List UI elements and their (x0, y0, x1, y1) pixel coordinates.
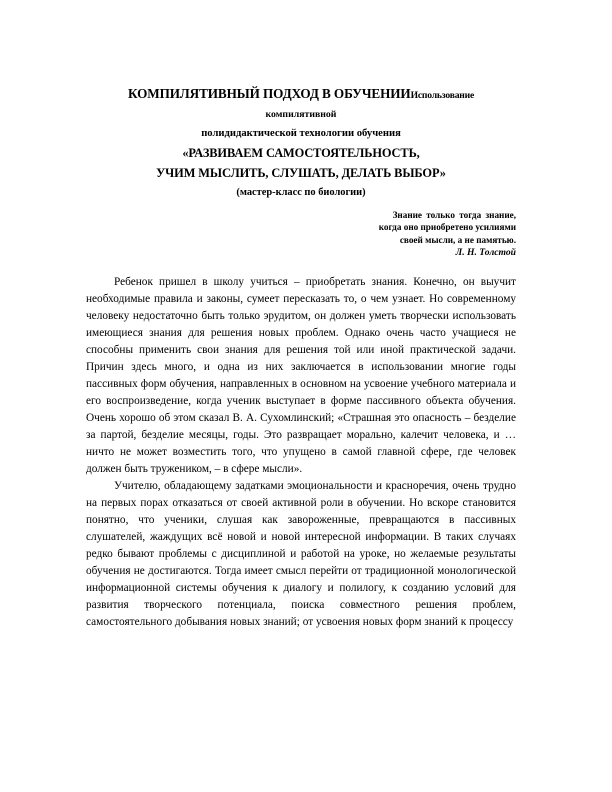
epigraph-line-2: когда оно приобретено усилиями (378, 222, 516, 233)
epigraph-author: Л. Н. Толстой (455, 247, 516, 259)
document-title-line-1 (86, 84, 516, 105)
document-title-line-3: полидидактической технологии обучения (201, 128, 401, 139)
document-subtitle-parenthetical: (мастер-класс по биологии) (236, 187, 366, 198)
epigraph-line-1: Знание только тогда знание, (392, 210, 516, 220)
body-paragraph-1: Ребенок пришел в школу учиться – приобретать знания. Конечно, он выучит необходимые правила и законы, сумеет пересказать то, о чем узнает. Но современному человеку недостаточно быть только эрудитом, он должен уметь творчески использовать имеющиеся знания для решения новых проблем. Однако очень часто учащиеся не способны применить свои знания для решения той или иной практической задачи. Причин здесь много, и одна из них заключается в использовании многие годы пассивных форм обучения, направленных в основном на усвоение учебного материала и его воспроизведение, когда ученик выступает в форме пассивного объекта обучения. Очень хорошо об этом сказал В. А. Сухомлинский; «Страшная это опасность – безделие за партой, безделие месяцы, годы. Это развращает морально, калечит человека, и … ничто не может возместить того, что упущено в самой главной сфере, где человек должен быть тружеником, – в сфере мысли». (86, 276, 516, 475)
document-title-caps: КОМПИЛЯТИВНЫЙ ПОДХОД В ОБУЧЕНИИ (127, 86, 411, 101)
body-paragraph-2: Учителю, обладающему задатками эмоциональности и красноречия, очень трудно на первых порах отказаться от своей активной роли в обучении. Но вскоре становится понятно, что ученики, слушая как завороженные, превращаются в пассивных слушателей, жаждущих всё новой и новой интересной информации. В таких случаях редко бывают проблемы с дисциплиной и работой на уроке, но желаемые результаты обучения не достигаются. Тогда имеет смысл перейти от традиционной монологической информационной системы обучения к диалогу и полилогу, к созданию условий для развития творческого потенциала, поиска совместного решения проблем, самостоятельного добывания новых знаний; от усвоения новых форм знаний к процессу (86, 480, 516, 628)
body-text (86, 274, 516, 631)
epigraph-block (300, 209, 516, 260)
document-title-line-4: «РАЗВИВАЕМ САМОСТОЯТЕЛЬНОСТЬ, (182, 146, 420, 160)
epigraph-line-3: своей мысли, а не памятью. (399, 234, 516, 245)
document-title-subtext: Использование (410, 90, 475, 101)
document-title-line-5: УЧИМ МЫСЛИТЬ, СЛУШАТЬ, ДЕЛАТЬ ВЫБОР» (156, 166, 446, 180)
document-title-line-2: компилятивной (265, 109, 337, 120)
title-block (86, 84, 516, 203)
